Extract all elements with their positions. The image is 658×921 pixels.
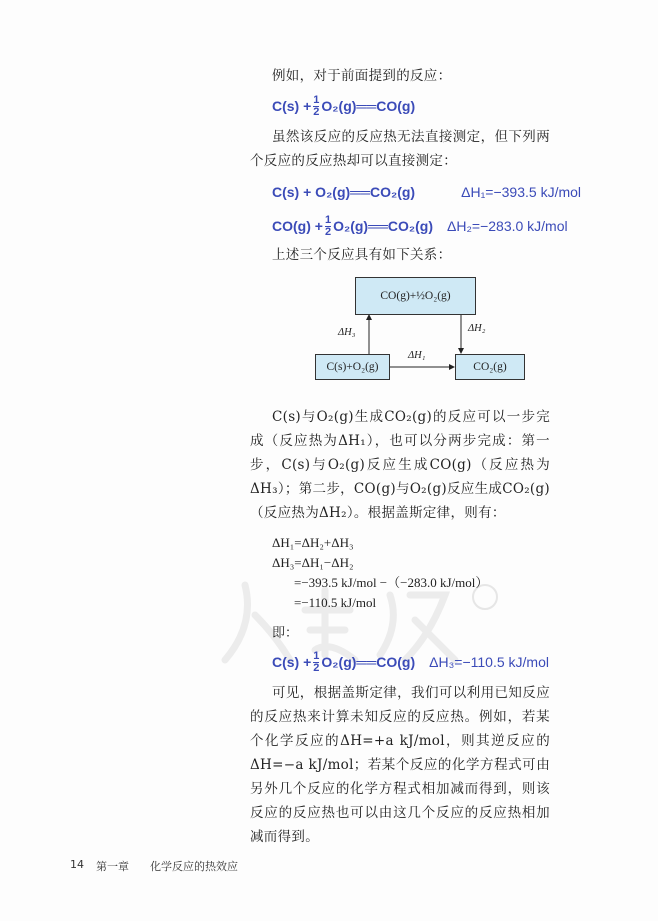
eq2-right: O₂(g)══CO₂(g) <box>333 218 433 234</box>
calc-line-1: ΔH₁=ΔH₂+ΔH₃ <box>272 535 354 550</box>
fraction-half <box>325 215 331 238</box>
eq3-right: O₂(g)══CO(g) <box>321 654 416 670</box>
paragraph-1: 虽然该反应的反应热无法直接测定，但下列两个反应的反应热却可以直接测定： <box>250 129 550 169</box>
frac-denominator: 2 <box>324 225 332 238</box>
frac-numerator: 1 <box>313 649 320 662</box>
intro-text: 例如，对于前面提到的反应： <box>272 68 452 84</box>
box-co2: CO₂(g) <box>455 354 525 380</box>
eq0-right: O₂(g)══CO(g) <box>321 98 416 114</box>
fraction-half <box>313 95 319 118</box>
calc-line-4: =−110.5 kJ/mol <box>294 595 377 610</box>
eq3-left: C(s) + <box>272 654 312 670</box>
eq1-dh: ΔH₁=−393.5 kJ/mol <box>461 184 582 200</box>
label-dh2: ΔH₂ <box>468 323 486 334</box>
paragraph-2: 上述三个反应具有如下关系： <box>272 247 452 263</box>
paragraph-4: 可见，根据盖斯定律，我们可以利用已知反应的反应热来计算未知反应的反应热。例如，若某个化学反应的ΔH=+a kJ/mol，则其逆反应的ΔH=−a kJ/mol；若某个反应的化学方程式可由另外几个反应的化学方程式相加减而得到，则该反应的反应热也可以由这几个反应的反应热相加减而得到。 <box>250 685 550 845</box>
chapter-title: 化学反应的热效应 <box>150 860 238 873</box>
eq1-text: C(s) + O₂(g)══CO₂(g) <box>272 184 416 200</box>
box-co-o2: CO(g)+½O₂(g) <box>355 277 476 315</box>
equation-1 <box>272 177 582 207</box>
frac-numerator: 1 <box>313 93 320 106</box>
label-dh3: ΔH₃ <box>338 327 356 338</box>
calc-line-2: ΔH₃=ΔH₁−ΔH₂ <box>272 555 354 570</box>
equation-0 <box>272 91 550 121</box>
label-dh1: ΔH₁ <box>408 350 426 361</box>
frac-denominator: 2 <box>313 661 320 674</box>
equation-2 <box>272 211 568 241</box>
chapter-label: 第一章 <box>96 860 129 873</box>
eq2-dh: ΔH₂=−283.0 kJ/mol <box>447 218 568 234</box>
paragraph-3: C(s)与O₂(g)生成CO₂(g)的反应可以一步完成（反应热为ΔH₁），也可以分两步完成：第一步，C(s)与O₂(g)反应生成CO(g)（反应热为ΔH₃）；第二步，CO(g)与O₂(g)反应生成CO₂(g)（反应热为ΔH₂）。根据盖斯定律，则有： <box>250 409 550 521</box>
frac-numerator: 1 <box>324 213 332 226</box>
fraction-half <box>313 651 319 674</box>
reaction-diagram <box>250 273 550 391</box>
calc-line-3: =−393.5 kJ/mol −（−283.0 kJ/mol） <box>294 575 489 590</box>
eq3-dh: ΔH₃=−110.5 kJ/mol <box>429 654 549 670</box>
ji-text: 即： <box>272 625 299 640</box>
page-number: 14 <box>70 858 84 871</box>
eq0-left: C(s) + <box>272 98 312 114</box>
frac-denominator: 2 <box>313 105 320 118</box>
equation-3 <box>272 647 550 677</box>
box-c-o2: C(s)+O₂(g) <box>315 354 390 380</box>
eq2-left: CO(g) + <box>272 218 323 234</box>
text-column <box>250 64 582 849</box>
